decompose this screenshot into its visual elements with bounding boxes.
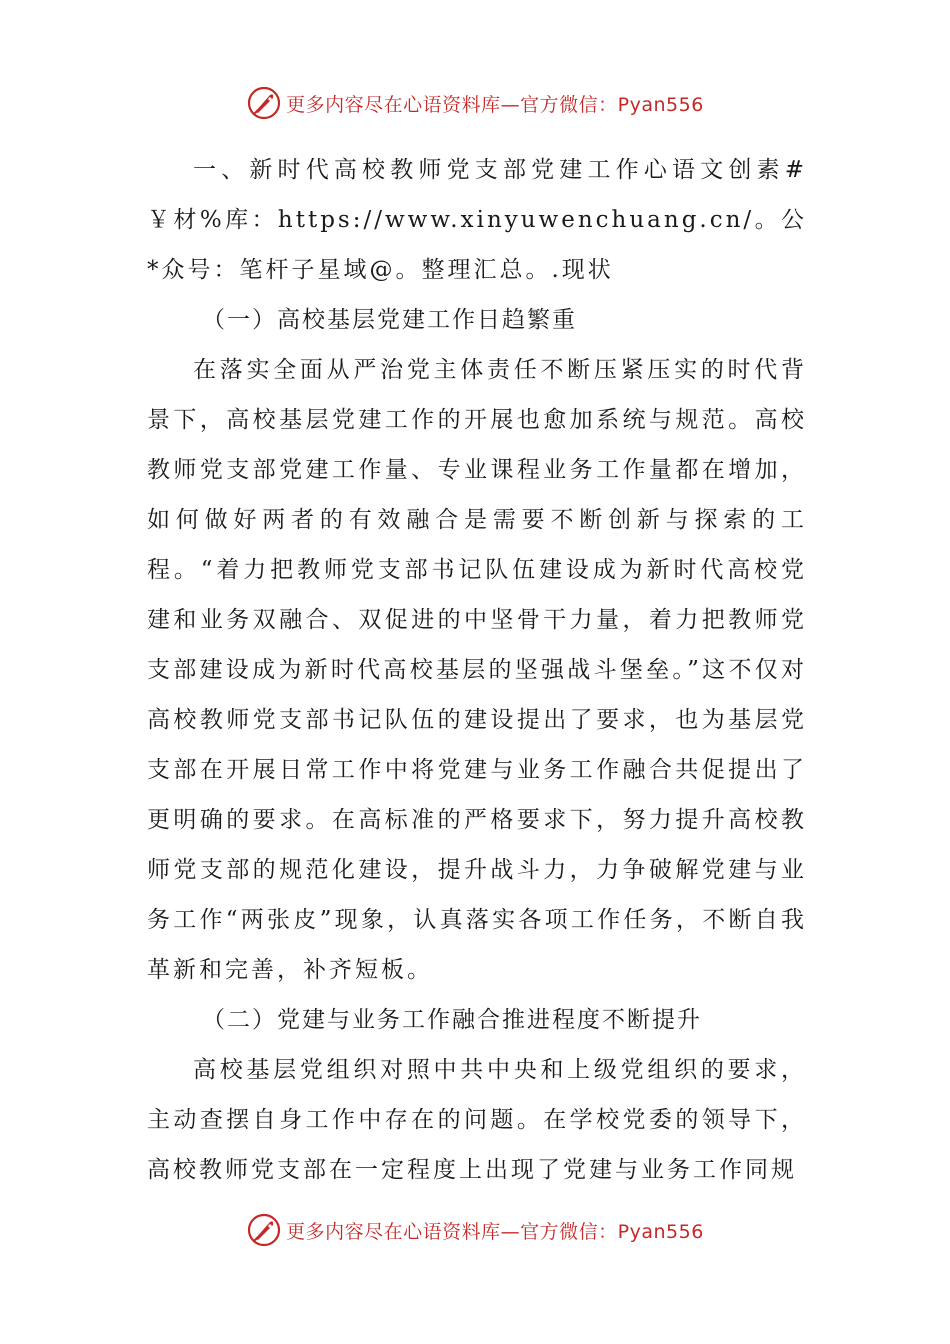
header-banner xyxy=(0,83,950,123)
section-title-paragraph: 一、新时代高校教师党支部党建工作心语文创素#￥材%库：https://www.xinyuwenchuang.cn/。公*众号：笔杆子星域@。整理汇总。.现状 xyxy=(147,157,807,283)
body-paragraph-two: 高校基层党组织对照中共中央和上级党组织的要求，主动查摆自身工作中存在的问题。在学校党委的领导下，高校教师党支部在一定程度上出现了党建与业务工作同规 xyxy=(147,1057,807,1183)
footer-banner-text: 更多内容尽在心语资料库—官方微信：Pyan556 xyxy=(286,1220,704,1243)
header-banner-inner xyxy=(246,85,704,121)
document-body xyxy=(147,145,807,1195)
quill-pen-logo-icon xyxy=(246,85,282,121)
subheading-one: （一）高校基层党建工作日趋繁重 xyxy=(202,307,577,333)
quill-pen-logo-icon xyxy=(246,1212,282,1248)
header-banner-text: 更多内容尽在心语资料库—官方微信：Pyan556 xyxy=(286,93,704,116)
footer-banner xyxy=(0,1210,950,1250)
subheading-two: （二）党建与业务工作融合推进程度不断提升 xyxy=(202,1007,702,1033)
body-paragraph-one: 在落实全面从严治党主体责任不断压紧压实的时代背景下，高校基层党建工作的开展也愈加系统与规范。高校教师党支部党建工作量、专业课程业务工作量都在增加，如何做好两者的有效融合是需要不断创新与探索的工程。“着力把教师党支部书记队伍建设成为新时代高校党建和业务双融合、双促进的中坚骨干力量，着力把教师党支部建设成为新时代高校基层的坚强战斗堡垒。”这不仅对高校教师党支部书记队伍的建设提出了要求，也为基层党支部在开展日常工作中将党建与业务工作融合共促提出了更明确的要求。在高标准的严格要求下，努力提升高校教师党支部的规范化建设，提升战斗力，力争破解党建与业务工作“两张皮”现象，认真落实各项工作任务，不断自我革新和完善，补齐短板。 xyxy=(147,357,807,983)
footer-banner-inner xyxy=(246,1212,704,1248)
